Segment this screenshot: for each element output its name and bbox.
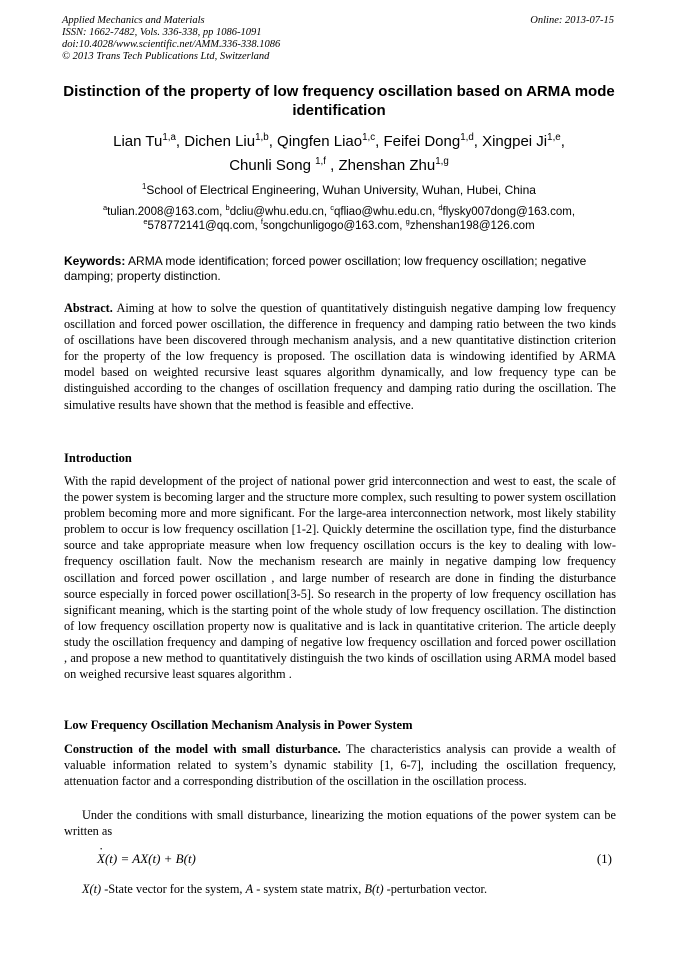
section-heading-introduction: Introduction <box>64 451 132 465</box>
email-link[interactable]: flysky007dong@163.com <box>442 206 572 218</box>
email-sup: e <box>143 217 148 227</box>
email-link[interactable]: tulian.2008@163.com <box>107 206 220 218</box>
author-name: Chunli Song <box>229 157 311 174</box>
author-name: Zhenshan Zhu <box>338 157 436 174</box>
email-link[interactable]: zhenshan198@126.com <box>409 220 535 232</box>
author-sup: 1,b <box>255 132 269 143</box>
author-name: Dichen Liu <box>184 133 256 150</box>
introduction-text: With the rapid development of the project of national power grid interconnection and west to east, the scale of the power system is becoming larger and the structure more complex, such resulting to power system oscillation problem becoming more and more significant. For the large-area interconnection network, most likely stability problem to occur is low frequency oscillation [1-2]. Quickly determine the oscillation type, find the disturbance source and take appropriate measure when low frequency oscillation occurs is the key to dealing with low-frequency oscillation fault. Now the mechanism research are mainly in negative damping low frequency oscillation and forced power oscillation , and large number of research are done in finding the disturbance source especially in forced power oscillation[3-5]. So research in the property of low frequency oscillation has significant meaning, which is the starting point of the whole study of low frequency oscillation. The distinction of low frequency oscillation property now is qualitative and is lack in quantitative criterion. The article deeply study the oscillation frequency and damping of negative low frequency oscillation and forced power oscillation , and propose a new method to quantitatively distinguish the two kinds of oscillation using ARMA model based on weighed recursive least squares algorithm . <box>64 474 616 682</box>
affiliation <box>60 183 618 197</box>
affiliation-text: School of Electrical Engineering, Wuhan University, Wuhan, Hubei, China <box>146 183 536 197</box>
variable-definitions <box>82 882 487 897</box>
doi-line: doi:10.4028/www.scientific.net/AMM.336-338.1086 <box>62 39 281 50</box>
author-sup: 1,f <box>315 156 326 167</box>
author-sup: 1,e <box>547 132 561 143</box>
author-sup: 1,d <box>460 132 474 143</box>
email-sup: f <box>260 217 263 227</box>
email-sup: a <box>102 203 108 213</box>
affiliation-sup: 1 <box>142 182 147 191</box>
subsection-label: Construction of the model with small disturbance. <box>64 742 341 756</box>
section-heading-mechanism: Low Frequency Oscillation Mechanism Analysis in Power System <box>64 718 413 732</box>
var-a: A <box>245 882 254 896</box>
author-list: Lian Tu$^{1,a}$, Dichen Liu$^{1,b}$, Qingfen Liao$^{1,c}$, Feifei Dong$^{1,d}$, Xingpei Ji$^{1,e}$, Chunli Song $^{1,f}$ , Zhenshan Zhu$^{1,g}$ <box>113 132 565 174</box>
email-link[interactable]: 578772141@qq.com <box>147 220 255 232</box>
email-sup: d <box>438 203 443 213</box>
copyright-line: © 2013 Trans Tech Publications Ltd, Switzerland <box>62 51 270 62</box>
author-name: Lian Tu <box>113 133 163 150</box>
author-name: Feifei Dong <box>383 133 461 150</box>
email-sup: g <box>405 217 410 227</box>
equation-text: · X(t) = AX(t) + B(t) <box>97 851 196 867</box>
author-name: Qingfen Liao <box>277 133 363 150</box>
email-list: $^a$tulian.2008@163.com, $^b$dcliu@whu.edu.cn, $^c$qfliao@whu.edu.cn, $^d$flysky007dong@163.com, $^e$578772141@qq.com, $^f$songchunligogo@163.com, $^g$zhenshan198@126.com <box>102 203 576 232</box>
email-link[interactable]: songchunligogo@163.com <box>262 220 400 232</box>
var-a-def: - system state matrix, <box>256 882 362 896</box>
journal-name: Applied Mechanics and Materials <box>62 15 205 26</box>
var-x-def: -State vector for the system, <box>104 882 243 896</box>
keywords <box>64 254 616 284</box>
author-name: Xingpei Ji <box>482 133 548 150</box>
email-sup: c <box>330 203 334 213</box>
paper-title: Distinction of the property of low frequency oscillation based on ARMA mode identification <box>63 83 615 119</box>
author-sup: 1,a <box>162 132 176 143</box>
email-sup: b <box>225 203 230 213</box>
abstract-label: Abstract. <box>64 301 113 315</box>
keywords-text: ARMA mode identification; forced power oscillation; low frequency oscillation; negative damping; property distinction. <box>64 254 587 283</box>
keywords-label: Keywords: <box>64 254 126 268</box>
linearize-paragraph: Under the conditions with small disturbance, linearizing the motion equations of the power system can be written as <box>64 808 616 839</box>
var-x: X(t) <box>82 882 102 896</box>
equation-1 <box>97 851 196 867</box>
construction-paragraph <box>64 741 616 789</box>
subsection-text: The characteristics analysis can provide a wealth of valuable information related to system’s dynamic stability [1, 6-7], including the oscillation frequency, attenuation factor and a corresponding distribution of the oscillation in the oscillation process. <box>64 742 617 789</box>
equation-number: (1) <box>596 851 612 866</box>
journal-header <box>62 15 280 63</box>
author-sup: 1,g <box>435 156 449 167</box>
var-b-def: -perturbation vector. <box>386 882 488 896</box>
email-link[interactable]: dcliu@whu.edu.cn <box>229 206 324 218</box>
abstract-text: Aiming at how to solve the question of quantitatively distinguish negative damping low frequency oscillation and forced power oscillation, the difference in frequency and damping ratio between the two kinds of oscillations have been discovered through mechanism analysis, and a new quantitative distinction criterion for the property of the low frequency is proposed. The oscillation data is windowing identified by ARMA model based on weighted recursive least squares algorithm dynamically, and low frequency type can be distinguished according to the changes of oscillation frequency and damping ratio during the oscillation. The simulative results have shown that the method is feasible and effective. <box>64 301 616 412</box>
abstract <box>64 300 616 413</box>
online-date: Online: 2013-07-15 <box>530 15 614 26</box>
email-link[interactable]: qfliao@whu.edu.cn <box>333 206 432 218</box>
issn-line: ISSN: 1662-7482, Vols. 336-338, pp 1086-1091 <box>62 27 262 38</box>
var-b: B(t) <box>364 882 384 896</box>
author-sup: 1,c <box>362 132 376 143</box>
